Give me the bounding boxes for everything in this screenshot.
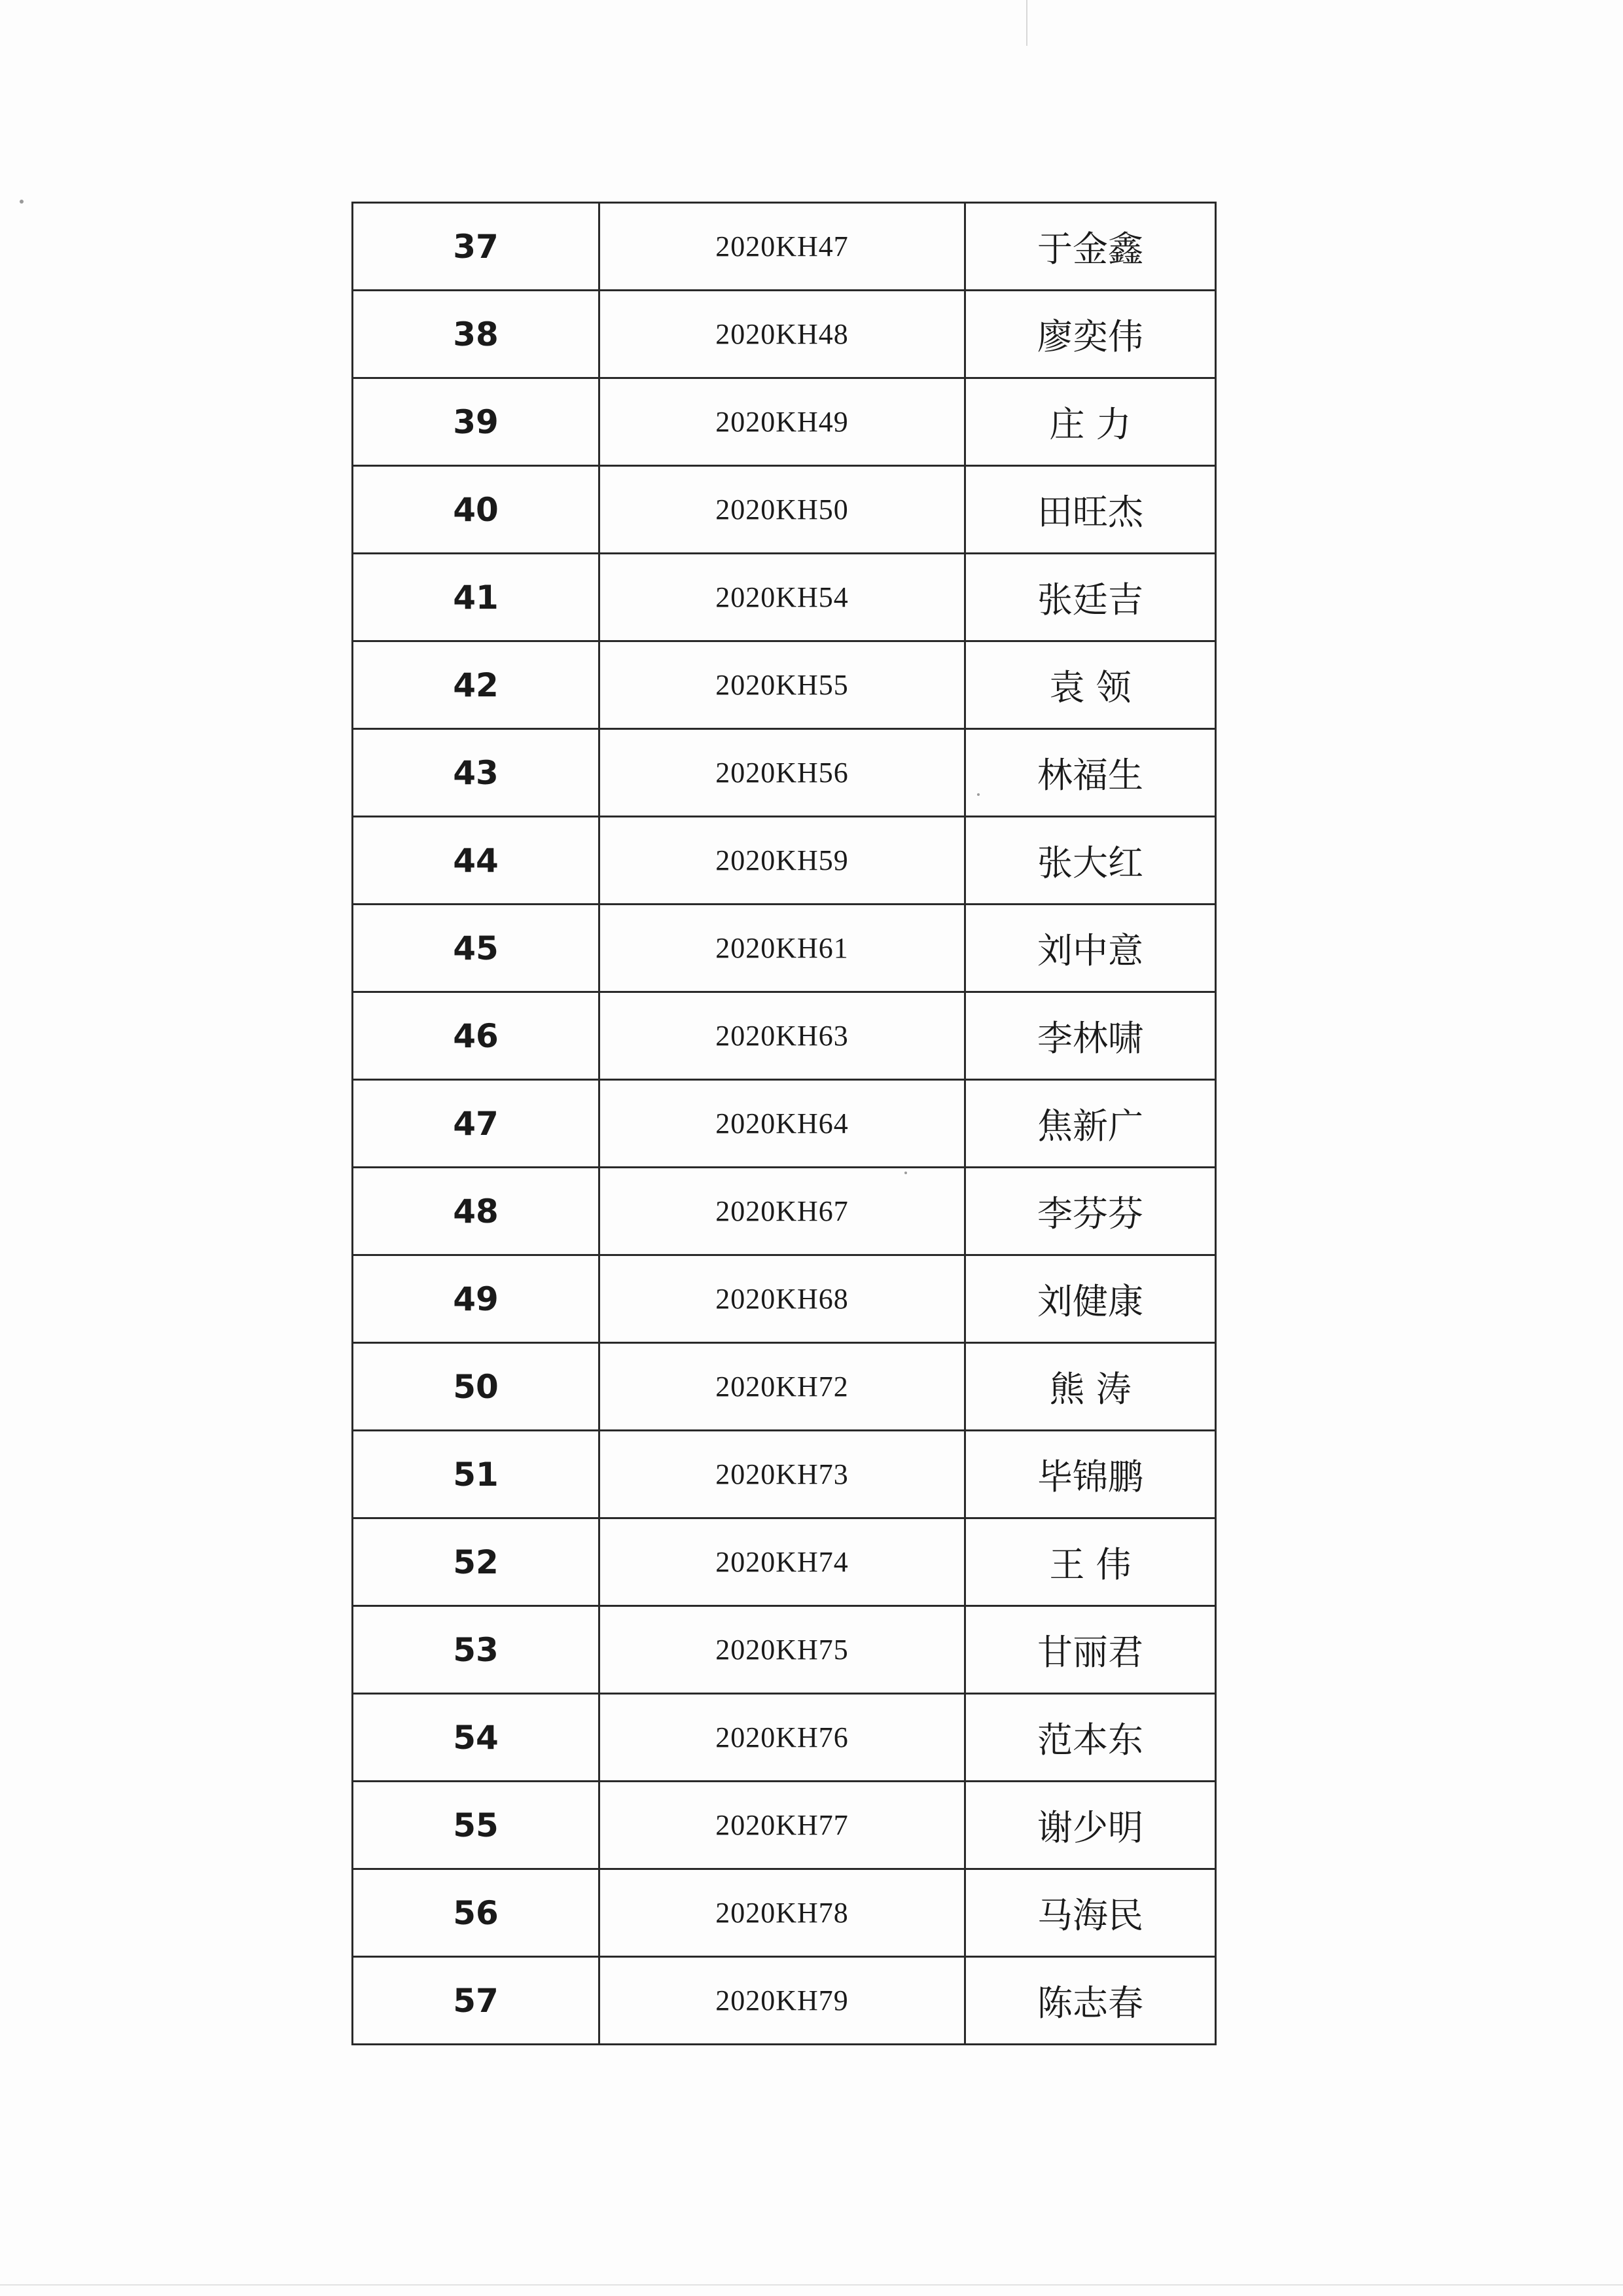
- table-row: [353, 1518, 1216, 1606]
- table-row: [353, 291, 1216, 378]
- row-number-cell: 44: [353, 817, 599, 905]
- registration-code-cell: 2020KH76: [599, 1694, 965, 1782]
- row-number-cell: 49: [353, 1255, 599, 1343]
- registration-code-cell: 2020KH61: [599, 905, 965, 992]
- scan-bottom-edge: [0, 2284, 1623, 2286]
- person-name-cell: 张大红: [965, 817, 1216, 905]
- roster-table: [351, 202, 1217, 2045]
- row-number-cell: 52: [353, 1518, 599, 1606]
- registration-code-cell: 2020KH56: [599, 729, 965, 817]
- table-row: [353, 1869, 1216, 1957]
- registration-code-cell: 2020KH50: [599, 466, 965, 554]
- row-number-cell: 46: [353, 992, 599, 1080]
- person-name-cell: 王 伟: [965, 1518, 1216, 1606]
- table-row: [353, 1255, 1216, 1343]
- person-name-cell: 林福生: [965, 729, 1216, 817]
- person-name-cell: 李芬芬: [965, 1168, 1216, 1255]
- person-name-cell: 廖奕伟: [965, 291, 1216, 378]
- table-row: [353, 905, 1216, 992]
- table-row: [353, 817, 1216, 905]
- registration-code-cell: 2020KH77: [599, 1782, 965, 1869]
- person-name-cell: 于金鑫: [965, 203, 1216, 291]
- table-row: [353, 641, 1216, 729]
- registration-code-cell: 2020KH79: [599, 1957, 965, 2045]
- row-number-cell: 57: [353, 1957, 599, 2045]
- registration-code-cell: 2020KH55: [599, 641, 965, 729]
- scan-speck: [20, 200, 24, 204]
- person-name-cell: 焦新广: [965, 1080, 1216, 1168]
- table-row: [353, 1431, 1216, 1518]
- row-number-cell: 51: [353, 1431, 599, 1518]
- table-row: [353, 554, 1216, 641]
- person-name-cell: 袁 领: [965, 641, 1216, 729]
- table-row: [353, 1168, 1216, 1255]
- table-row: [353, 1343, 1216, 1431]
- row-number-cell: 55: [353, 1782, 599, 1869]
- registration-code-cell: 2020KH63: [599, 992, 965, 1080]
- registration-code-cell: 2020KH47: [599, 203, 965, 291]
- person-name-cell: 熊 涛: [965, 1343, 1216, 1431]
- row-number-cell: 56: [353, 1869, 599, 1957]
- registration-code-cell: 2020KH73: [599, 1431, 965, 1518]
- registration-code-cell: 2020KH54: [599, 554, 965, 641]
- table-row: [353, 203, 1216, 291]
- table-row: [353, 729, 1216, 817]
- table-row: [353, 1080, 1216, 1168]
- person-name-cell: 刘健康: [965, 1255, 1216, 1343]
- row-number-cell: 41: [353, 554, 599, 641]
- registration-code-cell: 2020KH59: [599, 817, 965, 905]
- row-number-cell: 42: [353, 641, 599, 729]
- row-number-cell: 54: [353, 1694, 599, 1782]
- registration-code-cell: 2020KH78: [599, 1869, 965, 1957]
- table-row: [353, 1957, 1216, 2045]
- person-name-cell: 陈志春: [965, 1957, 1216, 2045]
- registration-code-cell: 2020KH49: [599, 378, 965, 466]
- person-name-cell: 张廷吉: [965, 554, 1216, 641]
- row-number-cell: 37: [353, 203, 599, 291]
- table-row: [353, 378, 1216, 466]
- table-row: [353, 992, 1216, 1080]
- row-number-cell: 39: [353, 378, 599, 466]
- registration-code-cell: 2020KH72: [599, 1343, 965, 1431]
- person-name-cell: 李林啸: [965, 992, 1216, 1080]
- row-number-cell: 40: [353, 466, 599, 554]
- person-name-cell: 范本东: [965, 1694, 1216, 1782]
- row-number-cell: 38: [353, 291, 599, 378]
- row-number-cell: 50: [353, 1343, 599, 1431]
- row-number-cell: 43: [353, 729, 599, 817]
- registration-code-cell: 2020KH67: [599, 1168, 965, 1255]
- registration-code-cell: 2020KH48: [599, 291, 965, 378]
- registration-code-cell: 2020KH64: [599, 1080, 965, 1168]
- person-name-cell: 刘中意: [965, 905, 1216, 992]
- row-number-cell: 47: [353, 1080, 599, 1168]
- row-number-cell: 53: [353, 1606, 599, 1694]
- registration-code-cell: 2020KH68: [599, 1255, 965, 1343]
- person-name-cell: 谢少明: [965, 1782, 1216, 1869]
- registration-code-cell: 2020KH75: [599, 1606, 965, 1694]
- table-row: [353, 1694, 1216, 1782]
- table-row: [353, 466, 1216, 554]
- person-name-cell: 庄 力: [965, 378, 1216, 466]
- person-name-cell: 马海民: [965, 1869, 1216, 1957]
- person-name-cell: 甘丽君: [965, 1606, 1216, 1694]
- registration-code-cell: 2020KH74: [599, 1518, 965, 1606]
- person-name-cell: 田旺杰: [965, 466, 1216, 554]
- row-number-cell: 45: [353, 905, 599, 992]
- row-number-cell: 48: [353, 1168, 599, 1255]
- person-name-cell: 毕锦鹏: [965, 1431, 1216, 1518]
- table-row: [353, 1606, 1216, 1694]
- scan-edge-mark: [1026, 0, 1027, 46]
- roster-table-body: [353, 203, 1216, 2045]
- table-row: [353, 1782, 1216, 1869]
